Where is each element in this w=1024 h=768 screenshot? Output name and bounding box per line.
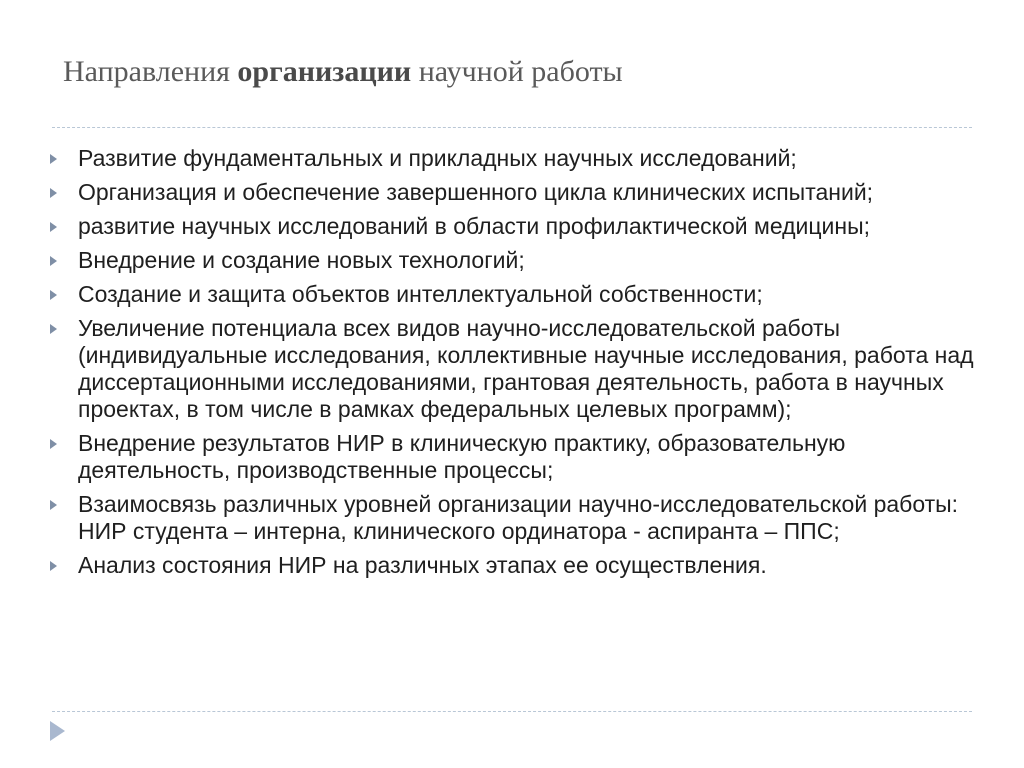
list-item-text: Увеличение потенциала всех видов научно-исследовательской работы (индивидуальные исследования, коллективные научные исследования, работа над диссертационными исследованиями, грантовая деятельность, работа в научных проектах, в том числе в рамках федеральных целевых программ); xyxy=(78,315,974,422)
list-item-text: Внедрение и создание новых технологий; xyxy=(78,247,525,273)
list-item xyxy=(48,430,978,484)
triangle-right-icon xyxy=(50,439,57,449)
list-item-text: развитие научных исследований в области профилактической медицины; xyxy=(78,213,871,239)
triangle-right-icon xyxy=(50,154,57,164)
list-item-text: Создание и защита объектов интеллектуальной собственности; xyxy=(78,281,763,307)
triangle-right-icon xyxy=(50,222,57,232)
title-part-normal: Направления xyxy=(63,55,238,88)
list-item xyxy=(48,145,978,172)
list-item xyxy=(48,491,978,545)
list-item-text: Развитие фундаментальных и прикладных научных исследований; xyxy=(78,145,797,171)
list-item xyxy=(48,247,978,274)
triangle-right-icon xyxy=(50,500,57,510)
title-part-bold: организации xyxy=(237,55,412,88)
triangle-right-icon xyxy=(50,561,57,571)
top-divider xyxy=(52,127,972,128)
list-item xyxy=(48,281,978,308)
title-part-normal-end: научной работы xyxy=(411,55,623,88)
list-item xyxy=(48,315,978,423)
triangle-right-icon xyxy=(50,188,57,198)
triangle-right-icon xyxy=(50,290,57,300)
next-slide-arrow-icon[interactable] xyxy=(50,721,65,741)
bottom-divider xyxy=(52,711,972,712)
triangle-right-icon xyxy=(50,256,57,266)
list-item xyxy=(48,552,978,579)
bullet-list xyxy=(48,145,978,586)
list-item-text: Внедрение результатов НИР в клиническую практику, образовательную деятельность, производственные процессы; xyxy=(78,430,846,483)
list-item xyxy=(48,213,978,240)
triangle-right-icon xyxy=(50,324,57,334)
list-item xyxy=(48,179,978,206)
list-item-text: Организация и обеспечение завершенного цикла клинических испытаний; xyxy=(78,179,874,205)
list-item-text: Взаимосвязь различных уровней организации научно-исследовательской работы: НИР студента – интерна, клинического ординатора - аспиранта – ППС; xyxy=(78,491,959,544)
slide-title xyxy=(63,52,963,92)
list-item-text: Анализ состояния НИР на различных этапах ее осуществления. xyxy=(78,552,767,578)
